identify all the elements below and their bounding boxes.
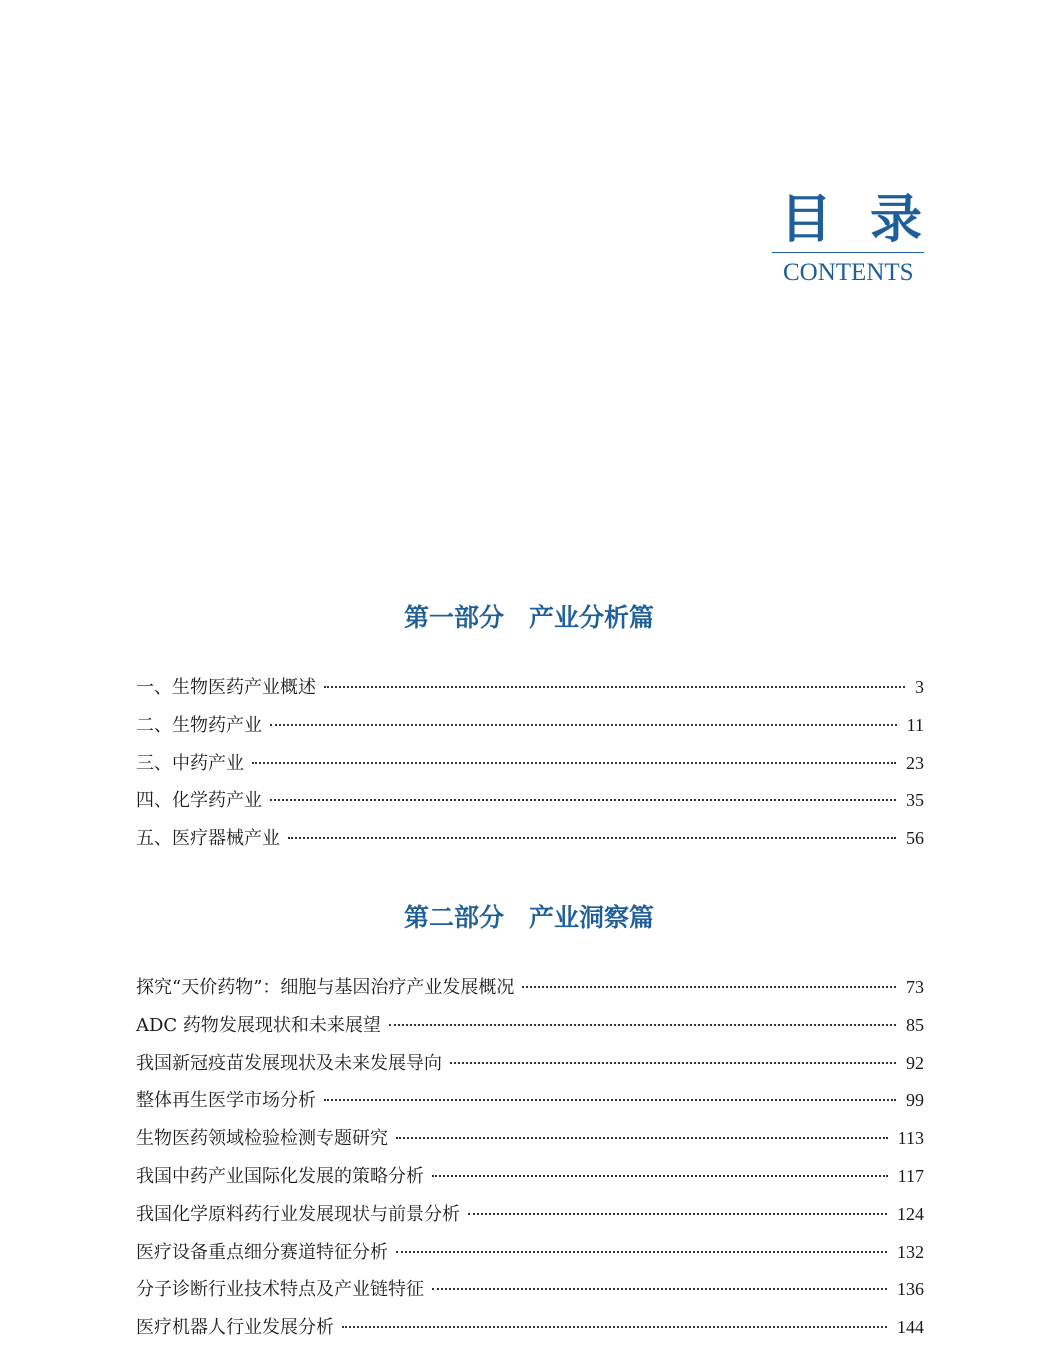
page-subtitle: CONTENTS bbox=[783, 259, 914, 286]
toc-entry[interactable] bbox=[136, 669, 924, 707]
dot-leader bbox=[389, 1024, 896, 1026]
toc-entry-page: 73 bbox=[906, 977, 924, 997]
toc-entry[interactable] bbox=[136, 745, 924, 783]
toc-entry-title: 医疗机器人行业发展分析 bbox=[136, 1317, 334, 1339]
toc-entry-title: 生物医药领域检验检测专题研究 bbox=[136, 1128, 388, 1150]
toc-entry-title: 医疗设备重点细分赛道特征分析 bbox=[136, 1241, 388, 1263]
toc-entry-title: 五、医疗器械产业 bbox=[136, 828, 280, 850]
toc-entry[interactable] bbox=[136, 1158, 924, 1196]
toc-entry[interactable] bbox=[136, 1045, 924, 1083]
toc-entry-page: 11 bbox=[906, 714, 924, 735]
dot-leader bbox=[432, 1288, 887, 1290]
toc-entry-page: 3 bbox=[915, 677, 924, 697]
dot-leader bbox=[324, 1099, 896, 1101]
part-two-toc bbox=[136, 969, 924, 1347]
toc-entry-page: 99 bbox=[906, 1090, 924, 1111]
toc-entry[interactable] bbox=[136, 1309, 924, 1347]
dot-leader bbox=[270, 724, 897, 726]
toc-entry[interactable] bbox=[136, 969, 924, 1007]
dot-leader bbox=[342, 1326, 887, 1328]
part-one-heading: 第一部分 产业分析篇 bbox=[403, 603, 654, 632]
dot-leader bbox=[396, 1137, 888, 1139]
toc-entry[interactable] bbox=[136, 1120, 924, 1158]
toc-entry[interactable] bbox=[136, 782, 924, 820]
toc-entry-page: 92 bbox=[906, 1052, 924, 1073]
toc-entry-title: 我国新冠疫苗发展现状及未来发展导向 bbox=[136, 1052, 442, 1074]
part-one-toc bbox=[136, 669, 924, 858]
contents-header bbox=[772, 189, 961, 287]
toc-entry-page: 113 bbox=[897, 1128, 924, 1149]
part-two-heading: 第二部分 产业洞察篇 bbox=[403, 903, 654, 932]
toc-entry-page: 132 bbox=[897, 1241, 924, 1262]
toc-entry-title: 二、生物药产业 bbox=[136, 714, 262, 736]
toc-entry[interactable] bbox=[136, 1007, 924, 1045]
dot-leader bbox=[450, 1062, 896, 1064]
toc-entry-title: 三、中药产业 bbox=[136, 752, 244, 774]
toc-entry-page: 144 bbox=[897, 1317, 924, 1338]
toc-entry-page: 124 bbox=[897, 1203, 924, 1224]
toc-entry-title: 我国中药产业国际化发展的策略分析 bbox=[136, 1165, 424, 1187]
toc-entry-page: 136 bbox=[897, 1279, 924, 1300]
toc-entry-title: 探究“天价药物”：细胞与基因治疗产业发展概况 bbox=[136, 977, 515, 998]
toc-entry-page: 56 bbox=[906, 828, 924, 849]
toc-entry-title: 分子诊断行业技术特点及产业链特征 bbox=[136, 1279, 424, 1301]
toc-entry-title: ADC 药物发展现状和未来展望 bbox=[136, 1014, 381, 1036]
dot-leader bbox=[396, 1251, 887, 1253]
dot-leader bbox=[270, 799, 896, 801]
toc-entry[interactable] bbox=[136, 707, 924, 745]
toc-entry-title: 整体再生医学市场分析 bbox=[136, 1090, 316, 1112]
toc-entry-page: 35 bbox=[906, 790, 924, 811]
dot-leader bbox=[522, 986, 896, 988]
toc-entry-page: 85 bbox=[906, 1014, 924, 1035]
toc-entry-title: 一、生物医药产业概述 bbox=[136, 677, 316, 698]
page-title: 目录 bbox=[780, 189, 961, 250]
toc-entry[interactable] bbox=[136, 1271, 924, 1309]
dot-leader bbox=[324, 686, 905, 688]
dot-leader bbox=[432, 1175, 888, 1177]
toc-entry-title: 四、化学药产业 bbox=[136, 790, 262, 812]
dot-leader bbox=[288, 837, 896, 839]
toc-entry-page: 117 bbox=[897, 1165, 924, 1186]
toc-entry-page: 23 bbox=[906, 752, 924, 773]
dot-leader bbox=[468, 1213, 887, 1215]
dot-leader bbox=[252, 762, 896, 764]
toc-entry-title: 我国化学原料药行业发展现状与前景分析 bbox=[136, 1203, 460, 1225]
title-divider bbox=[772, 252, 924, 253]
toc-entry[interactable] bbox=[136, 1196, 924, 1234]
toc-entry[interactable] bbox=[136, 1082, 924, 1120]
toc-entry[interactable] bbox=[136, 1234, 924, 1272]
toc-entry[interactable] bbox=[136, 820, 924, 858]
